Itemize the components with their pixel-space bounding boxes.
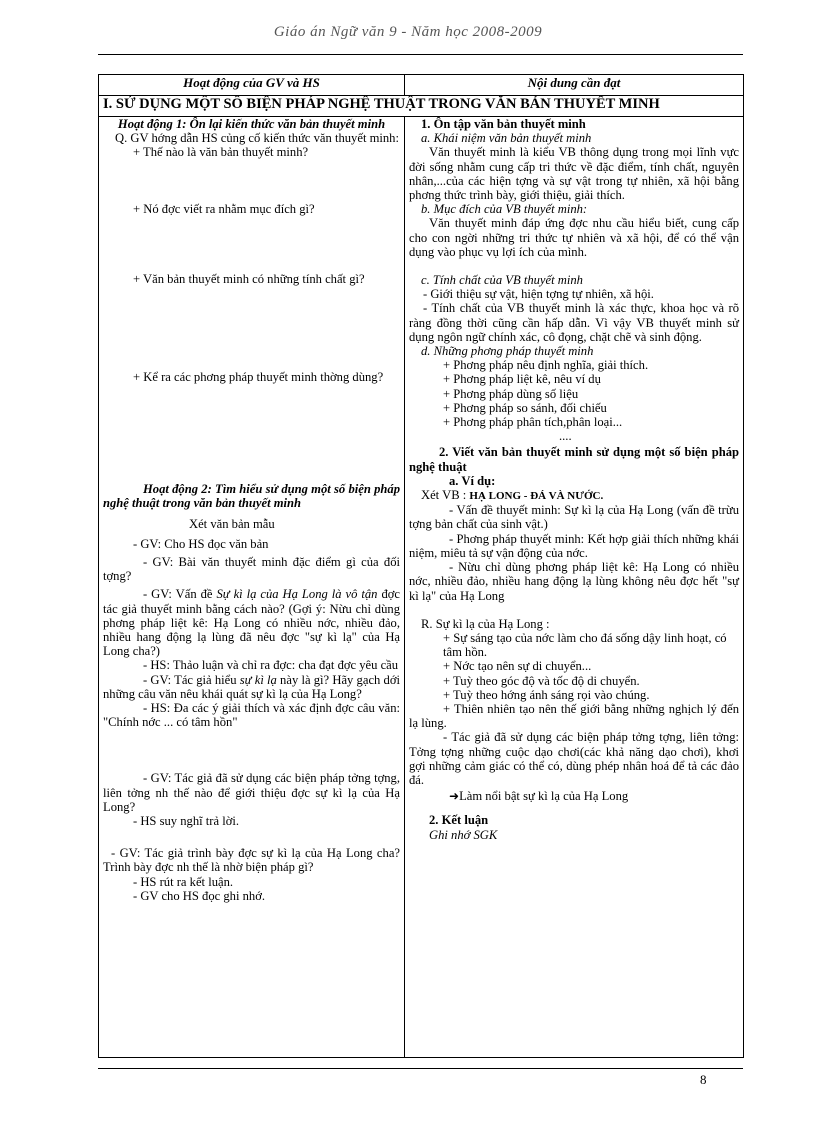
method-item: + Phơng pháp phân tích,phân loại...	[443, 415, 623, 430]
method-item: + Phơng pháp dùng số liệu	[443, 386, 579, 401]
left-line: - HS suy nghĩ trả lời.	[133, 814, 240, 829]
left-line: - HS rút ra kết luận.	[133, 874, 234, 889]
subheading: a. Ví dụ:	[449, 473, 496, 488]
left-line: Q. GV hớng dẫn HS củng cố kiến thức văn thuyết minh:	[115, 131, 399, 146]
subheading: c. Tính chất của VB thuyết minh	[421, 273, 583, 288]
question: + Kể ra các phơng pháp thuyết minh thờng dùng?	[133, 370, 384, 385]
left-line: - GV: Tác giả trình bày đợc sự kì lạ của Hạ Long cha? Trình bày đợc nh thế là nhờ biện pháp gì?	[103, 846, 400, 875]
ellipsis: ....	[559, 429, 572, 444]
left-line: - HS: Đa các ý giải thích và xác định đợc câu văn: "Chính nớc ... có tâm hồn"	[103, 701, 400, 730]
subheading: a. Khái niệm văn bản thuyết minh	[421, 131, 592, 146]
paragraph: Văn thuyết minh đáp ứng đợc nhu cầu hiểu biết, cung cấp cho con ngời những tri thức tự nhiên và xã hội, để có thể vận dụng vào phục vụ lợi ích của mình.	[409, 216, 739, 259]
footer-divider	[98, 1068, 743, 1069]
col-header-left: Hoạt động của GV và HS	[99, 75, 405, 96]
right-heading: 2. Kết luận	[429, 813, 489, 828]
left-line: - GV cho HS đọc ghi nhớ.	[133, 888, 266, 903]
question: + Nó đợc viết ra nhằm mục đích gì?	[133, 201, 315, 216]
paragraph: - Phơng pháp thuyết minh: Kết hợp giải thích những khái niệm, miêu tả sự vận động của nớc.	[409, 531, 739, 560]
page-number: 8	[700, 1072, 707, 1087]
method-item: + Phơng pháp nêu định nghĩa, giải thích.	[443, 358, 649, 373]
paragraph: - Vấn đề thuyết minh: Sự kì lạ của Hạ Long (vấn đề trừu tợng bản chất của sinh vật.)	[409, 503, 739, 532]
lesson-table	[98, 74, 744, 1058]
activity-2-title: Hoạt động 2: Tìm hiểu sử dụng một số biện pháp nghệ thuật trong văn bản thuyết minh	[103, 482, 400, 511]
text-reference: Xét VB : HẠ LONG - ĐÁ VÀ NƯỚC.	[421, 488, 604, 503]
method-item: + Phơng pháp so sánh, đối chiếu	[443, 400, 607, 415]
right-heading: 1. Ôn tập văn bản thuyết minh	[421, 117, 586, 131]
left-line: Xét văn bản mẫu	[189, 516, 275, 531]
paragraph: Văn thuyết minh là kiểu VB thông dụng trong mọi lĩnh vực đời sống nhằm cung cấp tri thức về đặc điểm, tính chất, nguyên nhân,...của các hiện tợng và sự vật trong tự nhiên, xã hội bằng phơng thức trình bày, giới thiệu, giải thích.	[409, 145, 739, 203]
list-item: + Thiên nhiên tạo nên thế giới bằng những nghịch lý đến lạ lùng.	[409, 701, 739, 731]
list-item: + Tuỳ theo hớng ánh sáng rọi vào chúng.	[443, 687, 650, 702]
question: + Thế nào là văn bản thuyết minh?	[133, 145, 309, 160]
paragraph: - Tác giả đã sử dụng các biện pháp tởng tợng, liên tởng: Tởng tợng những cuộc dạo chơi(các khả năng dạo chơi), khơi gợi những cảm giác có thể có, dùng phép nhân hoá để tả các đảo đá.	[409, 730, 739, 787]
paragraph: - Giới thiệu sự vật, hiện tợng tự nhiên, xã hội.	[423, 287, 654, 302]
arrow-icon: ➜	[449, 789, 460, 804]
header-divider	[98, 54, 743, 55]
question: + Văn bản thuyết minh có những tính chất gì?	[133, 271, 365, 286]
left-line: - GV: Bài văn thuyết minh đặc điểm gì của đối tợng?	[103, 555, 400, 584]
subheading: R. Sự kì lạ của Hạ Long :	[421, 616, 550, 631]
col-header-right: Nội dung cần đạt	[405, 75, 744, 96]
left-line: - GV: Vấn đề Sự kì lạ của Hạ Long là vô tận đợc tác giả thuyết minh bằng cách nào? (Gợi ý: Nừu chỉ dùng phơng pháp liệt kê: Hạ Long có nhiều nớc, nhiều đảo, nhiều hang động lạ lùng đã nêu đợc "sự kì lạ" của Hạ Long cha?)	[103, 587, 400, 659]
conclusion-line: ➜Làm nổi bật sự kì lạ của Hạ Long	[449, 789, 629, 804]
list-item: + Sự sáng tạo của nớc làm cho đá sống dậy linh hoạt, có tâm hồn.	[443, 630, 727, 660]
left-line: - HS: Thảo luận và chỉ ra đợc: cha đạt đợc yêu cầu	[143, 658, 399, 673]
right-heading: 2. Viết văn bản thuyết minh sử dụng một số biện pháp nghệ thuật	[409, 445, 739, 474]
note: Ghi nhớ SGK	[429, 827, 498, 842]
paragraph: - Nừu chỉ dùng phơng pháp liệt kê: Hạ Long có nhiều nớc, nhiều đảo, nhiều hang động lạ lùng không nêu đợc hết "sự kì lạ" của Hạ Long	[409, 560, 739, 603]
list-item: + Nớc tạo nên sự di chuyển...	[443, 659, 592, 674]
paragraph: - Tính chất của VB thuyết minh là xác thực, khoa học và rõ ràng đồng thời cũng cần hấp dẫn. Vì vậy VB thuyết minh sử dụng ngôn ngữ chính xác, cô đọng, chặt chẽ và sinh động.	[409, 301, 739, 344]
method-item: + Phơng pháp liệt kê, nêu ví dụ	[443, 372, 601, 387]
subheading: b. Mục đích của VB thuyết minh:	[421, 202, 588, 217]
left-line: - GV: Tác giả đã sử dụng các biện pháp tởng tợng, liên tởng nh thế nào để giới thiệu đợc sự kì lạ của Hạ Long?	[103, 771, 400, 814]
list-item: + Tuỳ theo góc độ và tốc độ di chuyển.	[443, 673, 640, 688]
section-title: I. SỬ DỤNG MỘT SỐ BIỆN PHÁP NGHỆ THUẬT TRONG VĂN BẢN THUYẾT MINH	[99, 96, 744, 117]
activity-1-title: Hoạt động 1: Ôn lại kiến thức văn bản thuyết minh	[117, 117, 386, 131]
left-line: - GV: Tác giả hiểu sự kì lạ này là gì? Hãy gạch dới những câu văn nêu khái quát sự kì lạ của Hạ Long?	[103, 672, 401, 701]
right-column	[405, 117, 744, 1058]
page-header: Giáo án Ngữ văn 9 - Năm học 2008-2009	[273, 24, 543, 40]
left-column	[99, 117, 405, 1058]
subheading: d. Những phơng pháp thuyết minh	[421, 344, 594, 359]
left-line: - GV: Cho HS đọc văn bản	[133, 536, 269, 551]
